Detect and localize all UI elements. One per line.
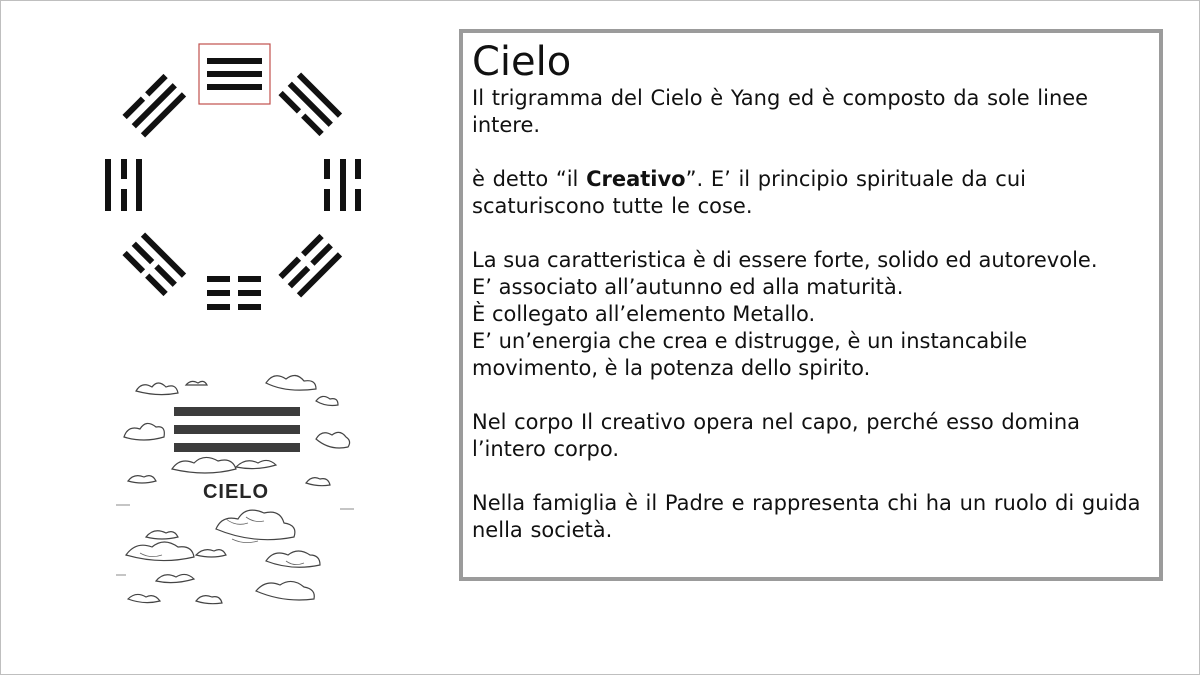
paragraph-3-line: È collegato all’elemento Metallo. — [472, 302, 816, 326]
paragraph-2 — [472, 166, 1149, 220]
upper-right-trigram-icon — [278, 72, 342, 136]
paragraph-3-line: La sua caratteristica è di essere forte, solido ed autorevole. — [472, 248, 1098, 272]
bagua-trigrams-icon — [97, 39, 369, 323]
paragraph-5: Nella famiglia è il Padre e rappresenta chi ha un ruolo di guida nella società. — [472, 491, 1149, 542]
paragraph-2-end: ”. E’ il principio spirituale da cui scaturiscono tutte le cose. — [472, 167, 1034, 218]
paragraph-1: Il trigramma del Cielo è Yang ed è composto da sole linee intere. — [472, 86, 1096, 137]
heaven-trigram-card-icon — [174, 407, 300, 452]
lower-left-trigram-icon — [122, 232, 186, 296]
description-textbox — [459, 29, 1163, 581]
paragraph-2-start: è detto “il — [472, 167, 587, 191]
right-trigram-icon — [324, 159, 361, 211]
lower-right-trigram-icon — [278, 234, 342, 298]
creativo-bold: Creativo — [586, 167, 686, 191]
paragraph-3-line: E’ associato all’autunno ed alla maturità. — [472, 275, 904, 299]
clouds-card — [116, 369, 356, 619]
paragraph-3-line-wrap: E’ un’energia che crea e distrugge, è un instancabile movimento, è la potenza dello spirito. — [472, 329, 1028, 380]
left-trigram-icon — [105, 159, 142, 211]
paragraph-4: Nel corpo Il creativo opera nel capo, perché esso domina l’intero corpo. — [472, 410, 1088, 461]
paragraph-3 — [472, 247, 1149, 382]
earth-trigram-icon — [207, 276, 261, 310]
upper-left-trigram-icon — [122, 74, 186, 138]
card-label: CIELO — [202, 481, 270, 503]
page-title: Cielo — [472, 39, 572, 85]
heaven-trigram-icon — [199, 44, 270, 104]
